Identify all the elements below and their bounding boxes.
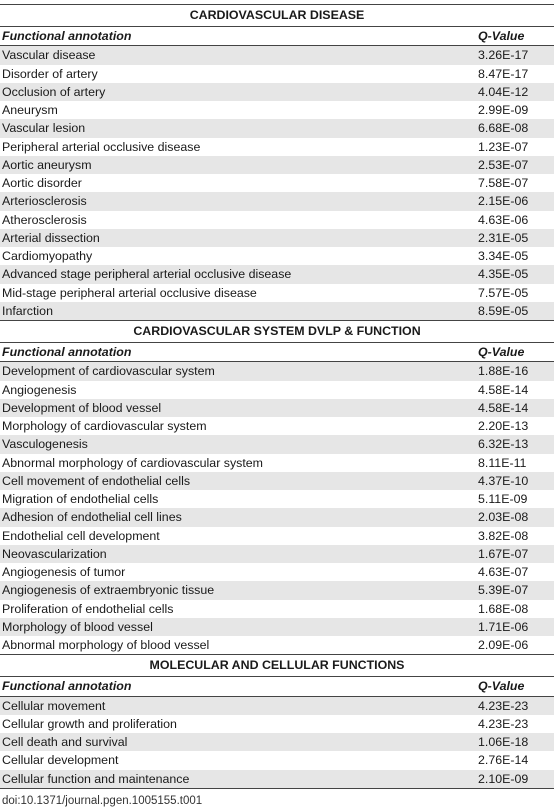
q-value-cell: 1.67E-07 [470,545,554,563]
table-row [0,399,554,417]
annotation-cell: Atherosclerosis [0,211,470,229]
q-value-cell: 2.20E-13 [470,417,554,435]
q-value-cell: 1.06E-18 [470,733,554,751]
q-value-cell: 4.63E-06 [470,211,554,229]
q-value-cell: 8.59E-05 [470,302,554,321]
q-value-cell: 4.23E-23 [470,696,554,715]
table-row [0,156,554,174]
annotation-cell: Migration of endothelial cells [0,490,470,508]
table-row [0,247,554,265]
q-value-cell: 4.23E-23 [470,715,554,733]
q-value-cell: 4.04E-12 [470,83,554,101]
table-row [0,211,554,229]
table-row [0,770,554,789]
annotation-cell: Abnormal morphology of cardiovascular system [0,454,470,472]
table-row [0,508,554,526]
table-row [0,545,554,563]
annotation-cell: Neovascularization [0,545,470,563]
section-header [0,655,554,677]
annotation-cell: Cell movement of endothelial cells [0,472,470,490]
q-value-cell: 3.82E-08 [470,527,554,545]
q-value-cell: 6.68E-08 [470,119,554,137]
section-header [0,321,554,343]
annotation-cell: Angiogenesis of extraembryonic tissue [0,581,470,599]
table-row [0,417,554,435]
section-title: CARDIOVASCULAR SYSTEM DVLP & FUNCTION [0,321,554,343]
table-row [0,83,554,101]
q-value-cell: 8.11E-11 [470,454,554,472]
table-row [0,600,554,618]
column-header-row [0,677,554,696]
column-header-annotation: Functional annotation [0,677,470,696]
q-value-cell: 4.35E-05 [470,265,554,283]
table-row [0,581,554,599]
q-value-cell: 2.76E-14 [470,751,554,769]
annotation-cell: Proliferation of endothelial cells [0,600,470,618]
annotation-cell: Cell death and survival [0,733,470,751]
q-value-cell: 5.39E-07 [470,581,554,599]
q-value-cell: 4.37E-10 [470,472,554,490]
column-header-q-value: Q-Value [470,677,554,696]
annotation-cell: Morphology of blood vessel [0,618,470,636]
annotation-cell: Cellular growth and proliferation [0,715,470,733]
q-value-cell: 2.99E-09 [470,101,554,119]
table-row [0,284,554,302]
section-title: MOLECULAR AND CELLULAR FUNCTIONS [0,655,554,677]
table-row [0,101,554,119]
q-value-cell: 4.63E-07 [470,563,554,581]
annotation-cell: Advanced stage peripheral arterial occlusive disease [0,265,470,283]
table-row [0,715,554,733]
annotation-cell: Adhesion of endothelial cell lines [0,508,470,526]
q-value-cell: 1.71E-06 [470,618,554,636]
annotation-cell: Mid-stage peripheral arterial occlusive disease [0,284,470,302]
table-row [0,733,554,751]
annotation-cell: Aneurysm [0,101,470,119]
q-value-cell: 2.10E-09 [470,770,554,789]
annotation-cell: Aortic aneurysm [0,156,470,174]
column-header-row [0,27,554,46]
annotation-cell: Angiogenesis [0,381,470,399]
column-header-q-value: Q-Value [470,27,554,46]
table-row [0,696,554,715]
annotation-cell: Vasculogenesis [0,435,470,453]
annotation-cell: Infarction [0,302,470,321]
q-value-cell: 6.32E-13 [470,435,554,453]
annotation-cell: Disorder of artery [0,65,470,83]
q-value-cell: 1.68E-08 [470,600,554,618]
table-row [0,751,554,769]
annotation-cell: Morphology of cardiovascular system [0,417,470,435]
table-row [0,302,554,321]
table-row [0,381,554,399]
column-header-row [0,343,554,362]
section-header [0,5,554,27]
q-value-cell: 3.26E-17 [470,46,554,65]
table-row [0,472,554,490]
annotation-cell: Peripheral arterial occlusive disease [0,138,470,156]
annotation-cell: Vascular disease [0,46,470,65]
table-row [0,46,554,65]
q-value-cell: 7.57E-05 [470,284,554,302]
functional-annotation-table [0,4,554,789]
q-value-cell: 2.09E-06 [470,636,554,655]
table-row [0,362,554,381]
annotation-cell: Arterial dissection [0,229,470,247]
annotation-cell: Cellular function and maintenance [0,770,470,789]
q-value-cell: 5.11E-09 [470,490,554,508]
column-header-annotation: Functional annotation [0,27,470,46]
annotation-cell: Endothelial cell development [0,527,470,545]
column-header-annotation: Functional annotation [0,343,470,362]
q-value-cell: 2.53E-07 [470,156,554,174]
table-row [0,229,554,247]
table-row [0,454,554,472]
q-value-cell: 2.15E-06 [470,192,554,210]
section-title: CARDIOVASCULAR DISEASE [0,5,554,27]
doi-citation: doi:10.1371/journal.pgen.1005155.t001 [2,794,203,807]
table-body [0,5,554,789]
annotation-cell: Cellular development [0,751,470,769]
annotation-cell: Development of blood vessel [0,399,470,417]
table-row [0,138,554,156]
annotation-cell: Aortic disorder [0,174,470,192]
annotation-cell: Occlusion of artery [0,83,470,101]
table-row [0,192,554,210]
q-value-cell: 7.58E-07 [470,174,554,192]
table-row [0,563,554,581]
annotation-cell: Development of cardiovascular system [0,362,470,381]
q-value-cell: 8.47E-17 [470,65,554,83]
table-row [0,435,554,453]
annotation-cell: Cardiomyopathy [0,247,470,265]
table-row [0,490,554,508]
table-row [0,265,554,283]
table-row [0,636,554,655]
annotation-cell: Abnormal morphology of blood vessel [0,636,470,655]
q-value-cell: 4.58E-14 [470,399,554,417]
q-value-cell: 1.88E-16 [470,362,554,381]
annotation-cell: Angiogenesis of tumor [0,563,470,581]
q-value-cell: 2.31E-05 [470,229,554,247]
q-value-cell: 4.58E-14 [470,381,554,399]
table-row [0,119,554,137]
q-value-cell: 1.23E-07 [470,138,554,156]
annotation-cell: Cellular movement [0,696,470,715]
q-value-cell: 3.34E-05 [470,247,554,265]
table-row [0,618,554,636]
q-value-cell: 2.03E-08 [470,508,554,526]
annotation-cell: Vascular lesion [0,119,470,137]
annotation-cell: Arteriosclerosis [0,192,470,210]
column-header-q-value: Q-Value [470,343,554,362]
table-row [0,527,554,545]
table-row [0,65,554,83]
table-row [0,174,554,192]
